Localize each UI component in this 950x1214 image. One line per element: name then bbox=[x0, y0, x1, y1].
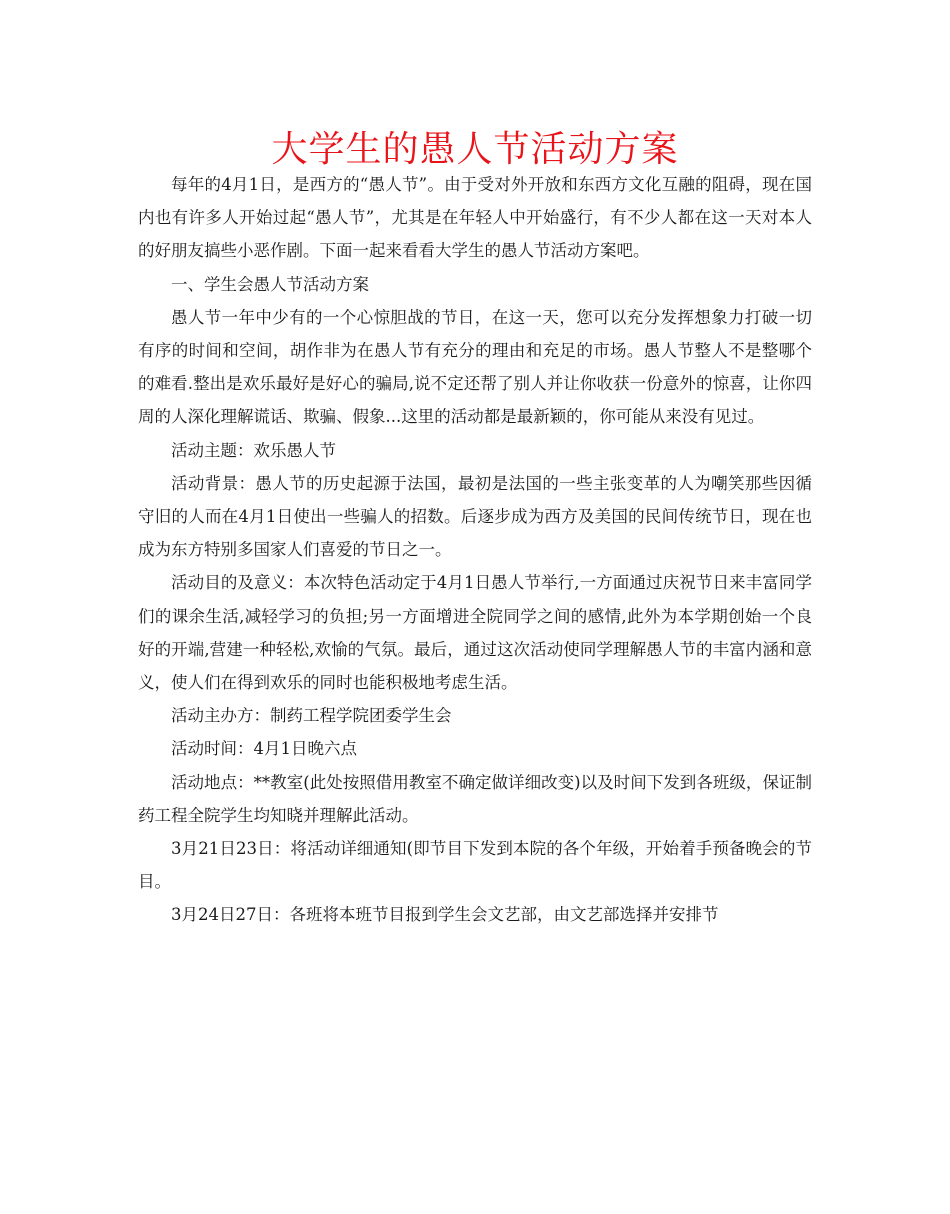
paragraph-schedule-2: 3月24日27日：各班将本班节目报到学生会文艺部，由文艺部选择并安排节 bbox=[171, 905, 719, 925]
paragraph-schedule-1: 3月21日23日：将活动详细通知(即节目下发到本院的各个年级，开始着手预备晚会的节目。 bbox=[138, 839, 812, 892]
paragraph-time: 活动时间：4月1日晚六点 bbox=[171, 739, 357, 759]
paragraph-purpose: 活动目的及意义：本次特色活动定于4月1日愚人节举行,一方面通过庆祝节日来丰富同学们的课余生活,减轻学习的负担;另一方面增进全院同学之间的感情,此外为本学期创始一个良好的开端,营建一种轻松,欢愉的气氛。最后，通过这次活动使同学理解愚人节的丰富内涵和意义，使人们在得到欢乐的同时也能积极地考虑生活。 bbox=[138, 573, 812, 693]
paragraph-organizer: 活动主办方：制药工程学院团委学生会 bbox=[171, 706, 452, 726]
document-title: 大学生的愚人节活动方案 bbox=[271, 129, 679, 170]
paragraph-description: 愚人节一年中少有的一个心惊胆战的节日，在这一天，您可以充分发挥想象力打破一切有序的时间和空间，胡作非为在愚人节有充分的理由和充足的市场。愚人节整人不是整哪个的难看.整出是欢乐最好是好心的骗局,说不定还帮了别人并让你收获一份意外的惊喜，让你四周的人深化理解谎话、欺骗、假象...这里的活动都是最新颖的，你可能从来没有见过。 bbox=[138, 307, 812, 427]
paragraph-intro: 每年的4月1日，是西方的“愚人节”。由于受对外开放和东西方文化互融的阻碍，现在国内也有许多人开始过起“愚人节”，尤其是在年轻人中开始盛行，有不少人都在这一天对本人的好朋友搞些小恶作剧。下面一起来看看大学生的愚人节活动方案吧。 bbox=[138, 175, 812, 261]
paragraph-background: 活动背景：愚人节的历史起源于法国，最初是法国的一些主张变革的人为嘲笑那些因循守旧的人而在4月1日使出一些骗人的招数。后逐步成为西方及美国的民间传统节日，现在也成为东方特别多国家人们喜爱的节日之一。 bbox=[138, 473, 812, 560]
document-body bbox=[138, 168, 812, 932]
section-heading: 一、学生会愚人节活动方案 bbox=[171, 274, 369, 294]
paragraph-location: 活动地点：**教室(此处按照借用教室不确定做详细改变)以及时间下发到各班级，保证制药工程全院学生均知晓并理解此活动。 bbox=[138, 772, 812, 825]
paragraph-theme: 活动主题：欢乐愚人节 bbox=[171, 440, 336, 460]
